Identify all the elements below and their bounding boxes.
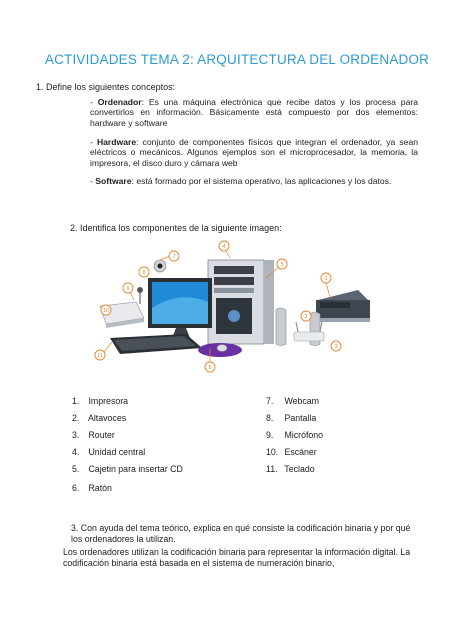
question-1: 1. Define los siguientes conceptos: xyxy=(36,82,176,92)
list-item: 2. Altavoces xyxy=(72,413,127,423)
list-item: 5. Cajetin para insertar CD xyxy=(72,464,183,474)
list-item: 3. Router xyxy=(72,430,115,440)
term-software: Software xyxy=(95,176,132,186)
callout-7-label: 7 xyxy=(172,254,176,260)
list-item: 7. Webcam xyxy=(266,396,320,406)
tower-illustration xyxy=(208,260,274,344)
term-hardware: Hardware xyxy=(96,137,137,147)
definition-ordenador-text: : Es una máquina electrónica que recibe datos y los procesa para convertirlos en información. Básicamente está compuesto por dos elementos: hardware y software xyxy=(90,97,418,128)
components-list-left xyxy=(72,396,262,506)
webcam-illustration xyxy=(154,260,166,272)
definition-hardware: - Hardware: conjunto de componentes físicos que integran el ordenador, ya sean eléctricos o mecánicos. Algunos ejemplos son el microprocesador, la memoria, la impresora, el disco duro y cámara web xyxy=(90,137,419,168)
keyboard-illustration xyxy=(110,334,202,354)
monitor-illustration xyxy=(148,278,212,338)
list-item: 6. Ratòn xyxy=(72,483,112,493)
callout-11-label: 11 xyxy=(97,353,103,359)
definition-software-text: : está formado por el sistema operativo, las aplicaciones y los datos. xyxy=(131,176,392,186)
callout-5-label: 5 xyxy=(280,262,284,268)
question-2: 2. Identifica los componentes de la siguiente imagen: xyxy=(70,223,282,233)
computer-components-image xyxy=(90,238,390,374)
definition-ordenador: - Ordenador: Es una máquina electrónica que recibe datos y los procesa para convertirlos en información. Básicamente está compuesto por dos elementos: hardware y software xyxy=(90,97,418,128)
callout-10-label: 10 xyxy=(102,308,110,314)
answer-3: Los ordenadores utilizan la codificación binaria para representar la información digital. La codificación binaria está basada en el sistema de numeración binario, xyxy=(63,547,411,568)
term-ordenador: Ordenador xyxy=(97,97,142,107)
microphone-illustration xyxy=(137,287,143,304)
list-item: 4. Unidad central xyxy=(72,447,146,457)
callout-1-label: 1 xyxy=(324,276,328,282)
list-item: 10. Escáner xyxy=(266,447,317,457)
printer-illustration xyxy=(316,290,370,322)
definition-software: - Software: está formado por el sistema operativo, las aplicaciones y los datos. xyxy=(90,176,392,186)
question-3: 3. Con ayuda del tema teórico, explica en qué consiste la codificación binaria y por qué los ordenadores la utilizan. xyxy=(71,523,411,544)
callout-4-label: 4 xyxy=(222,244,226,250)
mousepad-illustration xyxy=(198,343,242,357)
callout-8-label: 8 xyxy=(142,270,146,276)
page-title: ACTIVIDADES TEMA 2: ARQUITECTURA DEL ORDENADOR xyxy=(44,52,430,67)
callout-6-label: 6 xyxy=(208,365,212,371)
list-item: 8. Pantalla xyxy=(266,413,317,423)
list-item: 11. Teclado xyxy=(266,464,315,474)
components-list-right xyxy=(266,396,416,486)
callout-3-label: 3 xyxy=(334,344,338,350)
callout-9-label: 9 xyxy=(126,286,130,292)
list-item: 9. Micrófono xyxy=(266,430,324,440)
list-item: 1. Impresora xyxy=(72,396,129,406)
definition-hardware-text: : conjunto de componentes físicos que integran el ordenador, ya sean eléctricos o mecánicos. Algunos ejemplos son el microprocesador, la memoria, la impresora, el disco duro y cámara web xyxy=(90,137,419,168)
callout-2-label: 2 xyxy=(304,314,308,320)
